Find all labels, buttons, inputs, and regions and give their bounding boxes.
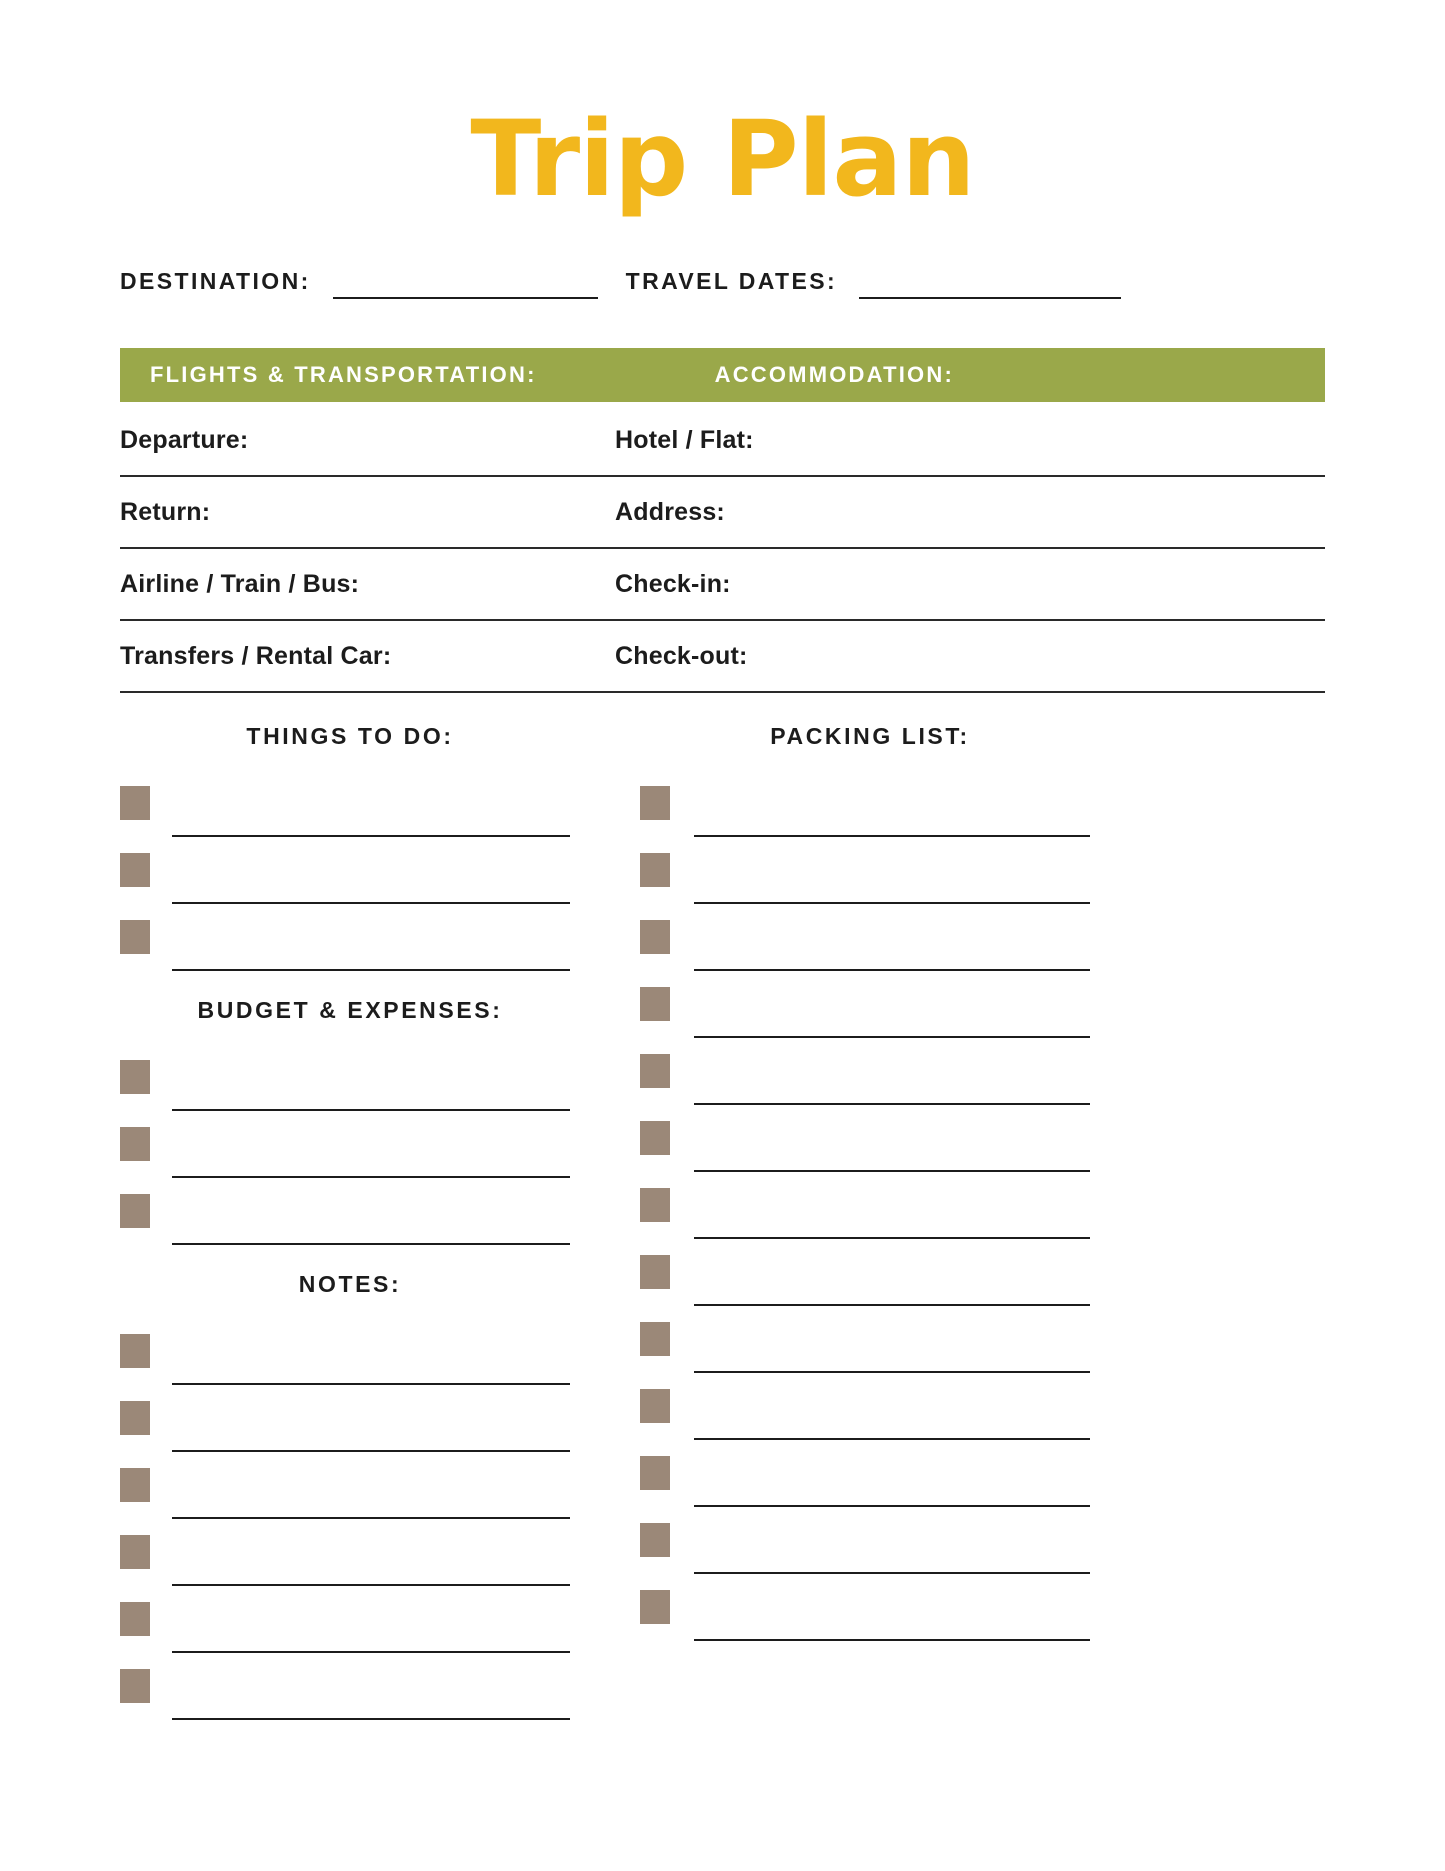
checklist-input[interactable] (172, 1176, 570, 1245)
flights-transportation-header: FLIGHTS & TRANSPORTATION: (150, 362, 537, 387)
detail-row-left-label[interactable]: Transfers / Rental Car: (120, 641, 392, 670)
checkbox-icon[interactable] (640, 1590, 670, 1624)
checklist-input[interactable] (172, 902, 570, 971)
checkbox-icon[interactable] (640, 1389, 670, 1423)
checklist-input[interactable] (694, 969, 1090, 1038)
checkbox-icon[interactable] (120, 1602, 150, 1636)
checkbox-icon[interactable] (640, 853, 670, 887)
right-checklist-column (640, 705, 1090, 1641)
checkbox-icon[interactable] (120, 1060, 150, 1094)
checklist-input[interactable] (172, 1316, 570, 1385)
notes-list (120, 1318, 570, 1720)
checklist-input[interactable] (694, 1237, 1090, 1306)
checklist-row (120, 1452, 570, 1519)
travel-dates-input[interactable] (859, 267, 1121, 299)
checkbox-icon[interactable] (120, 1669, 150, 1703)
top-fields (120, 255, 1325, 299)
checklist-input[interactable] (694, 1304, 1090, 1373)
checkbox-icon[interactable] (640, 1054, 670, 1088)
checklist-input[interactable] (694, 1371, 1090, 1440)
checklist-input[interactable] (694, 1103, 1090, 1172)
checklist-row (640, 837, 1090, 904)
detail-row-right-label[interactable]: Hotel / Flat: (615, 425, 754, 454)
checklist-row (120, 1653, 570, 1720)
page-title: Trip Plan (470, 98, 975, 220)
checkbox-icon[interactable] (640, 1456, 670, 1490)
detail-row-left-label[interactable]: Airline / Train / Bus: (120, 569, 360, 598)
checklist-row (640, 1172, 1090, 1239)
checklist-row (640, 1440, 1090, 1507)
checklist-row (640, 1239, 1090, 1306)
destination-input[interactable] (333, 267, 598, 299)
checkbox-icon[interactable] (120, 1127, 150, 1161)
checkbox-icon[interactable] (640, 1255, 670, 1289)
checklist-input[interactable] (172, 1584, 570, 1653)
checklist-row (640, 904, 1090, 971)
detail-row (120, 477, 1325, 549)
checklist-row (640, 770, 1090, 837)
checklist-row (120, 770, 570, 837)
checklist-row (120, 1178, 570, 1245)
checklist-input[interactable] (694, 1036, 1090, 1105)
checklist-row (640, 1507, 1090, 1574)
detail-row-right-label[interactable]: Check-in: (615, 569, 731, 598)
accommodation-header: ACCOMMODATION: (714, 362, 954, 387)
checklist-input[interactable] (694, 1170, 1090, 1239)
checklist-input[interactable] (172, 1450, 570, 1519)
checklist-input[interactable] (694, 1505, 1090, 1574)
detail-row-left-label[interactable]: Departure: (120, 425, 249, 454)
checkbox-icon[interactable] (640, 1121, 670, 1155)
checklist-input[interactable] (172, 835, 570, 904)
checklist-row (640, 1306, 1090, 1373)
detail-row (120, 405, 1325, 477)
checklist-input[interactable] (694, 768, 1090, 837)
budget-expenses-title: BUDGET & EXPENSES: (197, 997, 503, 1023)
packing-list (640, 770, 1090, 1641)
checkbox-icon[interactable] (120, 1334, 150, 1368)
checklist-input[interactable] (172, 768, 570, 837)
checklist-row (120, 837, 570, 904)
left-checklist-column (120, 705, 570, 1720)
checkbox-icon[interactable] (640, 1523, 670, 1557)
checklist-row (640, 1105, 1090, 1172)
travel-dates-label: TRAVEL DATES: (625, 268, 838, 294)
budget-expenses-list (120, 1044, 570, 1245)
checkbox-icon[interactable] (640, 786, 670, 820)
notes-title: NOTES: (298, 1271, 402, 1297)
destination-label: DESTINATION: (120, 268, 311, 294)
detail-row (120, 621, 1325, 693)
checkbox-icon[interactable] (640, 987, 670, 1021)
checklist-input[interactable] (172, 1517, 570, 1586)
checklist-input[interactable] (694, 1438, 1090, 1507)
checklist-row (120, 1586, 570, 1653)
checkbox-icon[interactable] (640, 1188, 670, 1222)
checkbox-icon[interactable] (120, 1194, 150, 1228)
checklist-row (120, 1044, 570, 1111)
checkbox-icon[interactable] (640, 920, 670, 954)
checklist-input[interactable] (172, 1383, 570, 1452)
checkbox-icon[interactable] (640, 1322, 670, 1356)
checkbox-icon[interactable] (120, 786, 150, 820)
checklist-row (120, 1519, 570, 1586)
checkbox-icon[interactable] (120, 1401, 150, 1435)
checklist-input[interactable] (694, 1572, 1090, 1641)
checklist-input[interactable] (694, 835, 1090, 904)
checklist-input[interactable] (172, 1109, 570, 1178)
checklist-row (120, 1385, 570, 1452)
checklist-input[interactable] (694, 902, 1090, 971)
detail-row-left-label[interactable]: Return: (120, 497, 211, 526)
checklist-row (640, 1038, 1090, 1105)
checklist-row (120, 904, 570, 971)
checklist-input[interactable] (172, 1651, 570, 1720)
checklist-row (120, 1111, 570, 1178)
detail-rows (120, 405, 1325, 693)
detail-row (120, 549, 1325, 621)
checklist-input[interactable] (172, 1042, 570, 1111)
checkbox-icon[interactable] (120, 1535, 150, 1569)
checkbox-icon[interactable] (120, 853, 150, 887)
things-to-do-title: THINGS TO DO: (246, 723, 454, 749)
packing-list-title: PACKING LIST: (770, 723, 970, 749)
checklist-row (640, 1574, 1090, 1641)
checklist-row (120, 1318, 570, 1385)
checklist-row (640, 971, 1090, 1038)
things-to-do-list (120, 770, 570, 971)
detail-row-right-label[interactable]: Check-out: (615, 641, 748, 670)
checklist-row (640, 1373, 1090, 1440)
detail-row-right-label[interactable]: Address: (615, 497, 725, 526)
section-header-bar (120, 348, 1325, 402)
checkbox-icon[interactable] (120, 1468, 150, 1502)
checkbox-icon[interactable] (120, 920, 150, 954)
